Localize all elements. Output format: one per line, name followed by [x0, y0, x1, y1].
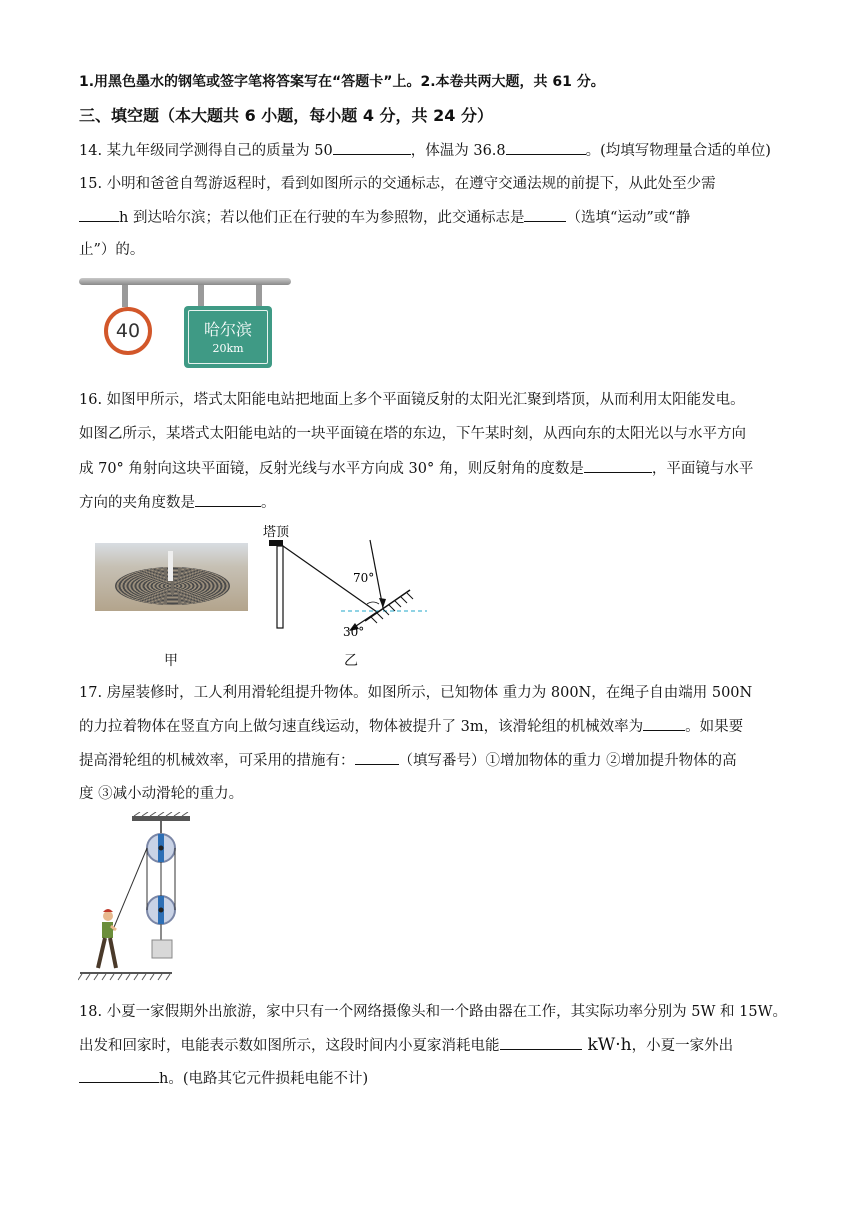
- reflection-diagram: [255, 520, 445, 650]
- q16-blank-reflection-angle[interactable]: [584, 458, 652, 473]
- q17-blank-measures[interactable]: [355, 750, 399, 765]
- q16-text-3a: 成 70° 角射向这块平面镜，反射光线与水平方向成 30° 角，则反射角的度数是: [79, 461, 584, 477]
- destination-distance: 20km: [212, 342, 244, 355]
- solar-plant-photo: [95, 543, 248, 611]
- speed-limit-sign: 40: [104, 307, 152, 355]
- ceiling-hatching: [134, 812, 188, 816]
- q14-blank-temperature[interactable]: [506, 140, 586, 155]
- pulley-figure: [78, 812, 198, 984]
- q18-blank-hours[interactable]: [79, 1068, 159, 1083]
- q14-blank-mass[interactable]: [333, 140, 411, 155]
- angle-30-label: 30°: [343, 625, 365, 639]
- q15-line3: 止”）的。: [79, 242, 145, 258]
- ground-line: [80, 972, 172, 974]
- ground-hatching: [78, 974, 170, 980]
- q17-blank-efficiency[interactable]: [643, 716, 685, 731]
- q15-text-2a: h 到达哈尔滨；若以他们正在行驶的车为参照物，此交通标志是: [119, 210, 525, 226]
- ceiling-beam: [132, 816, 190, 821]
- sign-bar: [79, 278, 291, 285]
- section-title: 三、填空题（本大题共 6 小题，每小题 4 分，共 24 分）: [79, 106, 493, 125]
- q17-text-2b: 。如果要: [685, 719, 744, 735]
- tower-body: [277, 546, 283, 628]
- q14-text-a: 14. 某九年级同学测得自己的质量为 50: [79, 143, 333, 159]
- destination-name: 哈尔滨: [203, 320, 252, 339]
- angle-arc: [367, 602, 379, 604]
- q17-line4: 度 ③减小动滑轮的重力。: [79, 786, 244, 802]
- question-14: [79, 140, 771, 161]
- q15-blank-time[interactable]: [79, 207, 119, 222]
- q17-line1: 17. 房屋装修时，工人利用滑轮组提升物体。如图所示，已知物体 重力为 800N，在绳子自由端用 500N: [79, 685, 753, 701]
- q18-text-2c: ，小夏一家外出: [631, 1038, 734, 1054]
- exam-instructions: 1.用黑色墨水的钢笔或签字笔将答案写在“答题卡”上。2.本卷共两大题，共 61 分。: [79, 74, 605, 90]
- plane-mirror: [365, 590, 410, 621]
- q18-text-3: h。(电路其它元件损耗电能不计): [159, 1071, 369, 1087]
- solar-tower: [168, 551, 173, 581]
- q15-blank-motion[interactable]: [524, 207, 566, 222]
- q18-line3: [79, 1068, 368, 1089]
- name-sign-post-right: [256, 285, 262, 307]
- destination-sign: [184, 306, 272, 368]
- q17-text-3a: 提高滑轮组的机械效率，可采用的措施有：: [79, 753, 355, 769]
- q16-line4: [79, 492, 276, 513]
- q18-blank-energy[interactable]: [500, 1035, 582, 1050]
- caption-yi: 乙: [344, 653, 358, 669]
- mirror-hatching: [371, 593, 413, 623]
- q17-line3: [79, 750, 737, 771]
- movable-pulley-axle: [159, 908, 164, 913]
- load-block: [152, 940, 172, 958]
- q17-text-2a: 的力拉着物体在竖直方向上做匀速直线运动，物体被提升了 3m，该滑轮组的机械效率为: [79, 719, 644, 735]
- q15-line1: 15. 小明和爸爸自驾游返程时，看到如图所示的交通标志，在遵守交通法规的前提下，从此处至少需: [79, 176, 716, 192]
- q16-line3: [79, 458, 753, 479]
- q18-unit-kwh: kW·h: [587, 1035, 632, 1055]
- angle-70-label: 70°: [353, 571, 375, 585]
- q14-text-c: 。(均填写物理量合适的单位): [585, 143, 771, 159]
- q17-line2: [79, 716, 743, 737]
- q18-text-2a: 出发和回家时，电能表示数如图所示，这段时间内小夏家消耗电能: [79, 1038, 500, 1054]
- q18-line1: 18. 小夏一家假期外出旅游，家中只有一个网络摄像头和一个路由器在工作，其实际功率分别为 5W 和 15W。: [79, 1004, 787, 1020]
- q14-text-b: ，体温为 36.8: [410, 143, 506, 159]
- q15-text-2b: （选填“运动”或“静: [566, 210, 691, 226]
- name-sign-post-left: [198, 285, 204, 307]
- q16-blank-mirror-angle[interactable]: [195, 492, 261, 507]
- tower-top-block: [269, 540, 283, 546]
- q17-text-3b: （填写番号）①增加物体的重力 ②增加提升物体的高: [398, 753, 737, 769]
- worker-figure: [98, 909, 116, 968]
- q16-line1: 16. 如图甲所示，塔式太阳能电站把地面上多个平面镜反射的太阳光汇聚到塔顶，从而利用太阳能发电。: [79, 392, 745, 408]
- fixed-pulley-axle: [159, 846, 164, 851]
- q18-line2: [79, 1035, 733, 1056]
- tower-top-label: 塔顶: [263, 525, 290, 540]
- q16-text-4a: 方向的夹角度数是: [79, 495, 195, 511]
- q16-line2: 如图乙所示，某塔式太阳能电站的一块平面镜在塔的东边，下午某时刻，从西向东的太阳光以与水平方向: [79, 426, 746, 442]
- speed-sign-post: [122, 285, 128, 307]
- caption-jia: 甲: [164, 653, 178, 669]
- q16-text-4b: 。: [261, 495, 276, 511]
- q15-line2: [79, 207, 690, 228]
- q16-text-3b: ，平面镜与水平: [651, 461, 754, 477]
